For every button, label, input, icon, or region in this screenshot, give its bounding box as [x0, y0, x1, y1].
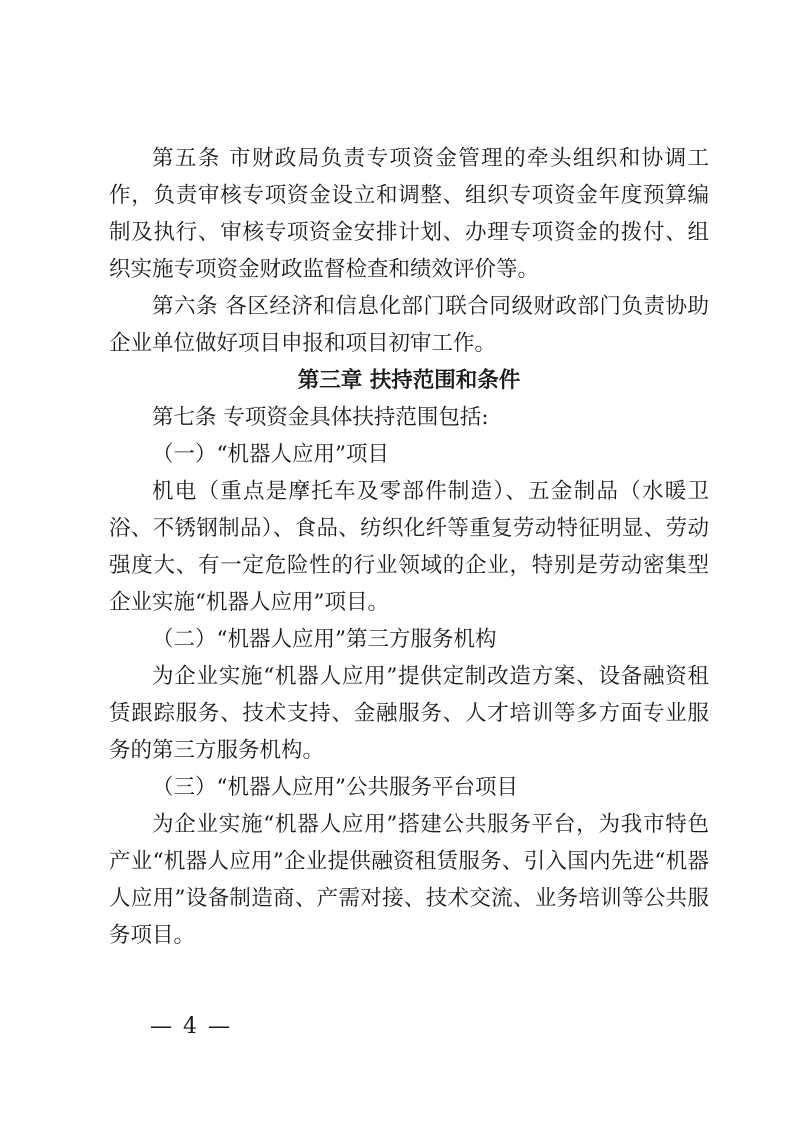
item-2-body: 为企业实施“机器人应用”提供定制改造方案、设备融资租赁跟踪服务、技术支持、金融服务、人才培训等多方面专业服务的第三方服务机构。 — [109, 664, 709, 763]
item-1-body: 机电（重点是摩托车及零部件制造）、五金制品（水暖卫浴、不锈钢制品）、食品、纺织化纤等重复劳动特征明显、劳动强度大、有一定危险性的行业领域的企业，特别是劳动密集型企业实施“机器人应用”项目。 — [109, 479, 709, 615]
chapter-3-heading: 第三章 扶持范围和条件 — [297, 368, 521, 393]
item-2-title: （二）“机器人应用”第三方服务机构 — [152, 627, 497, 652]
article-7-paragraph: 第七条 专项资金具体扶持范围包括: — [152, 405, 489, 430]
item-1-title: （一）“机器人应用”项目 — [152, 442, 389, 467]
article-5-paragraph: 第五条 市财政局负责专项资金管理的牵头组织和协调工作，负责审核专项资金设立和调整、组织专项资金年度预算编制及执行、审核专项资金安排计划、办理专项资金的拨付、组织实施专项资金财政监督检查和绩效评价等。 — [109, 146, 709, 282]
document-body — [109, 140, 709, 954]
page-number: — 4 — — [150, 1014, 232, 1039]
item-3-body: 为企业实施“机器人应用”搭建公共服务平台，为我市特色产业“机器人应用”企业提供融资租赁服务、引入国内先进“机器人应用”设备制造商、产需对接、技术交流、业务培训等公共服务项目。 — [109, 812, 709, 948]
item-3-title: （三）“机器人应用”公共服务平台项目 — [152, 775, 518, 800]
article-6-paragraph: 第六条 各区经济和信息化部门联合同级财政部门负责协助企业单位做好项目申报和项目初审工作。 — [109, 294, 709, 356]
